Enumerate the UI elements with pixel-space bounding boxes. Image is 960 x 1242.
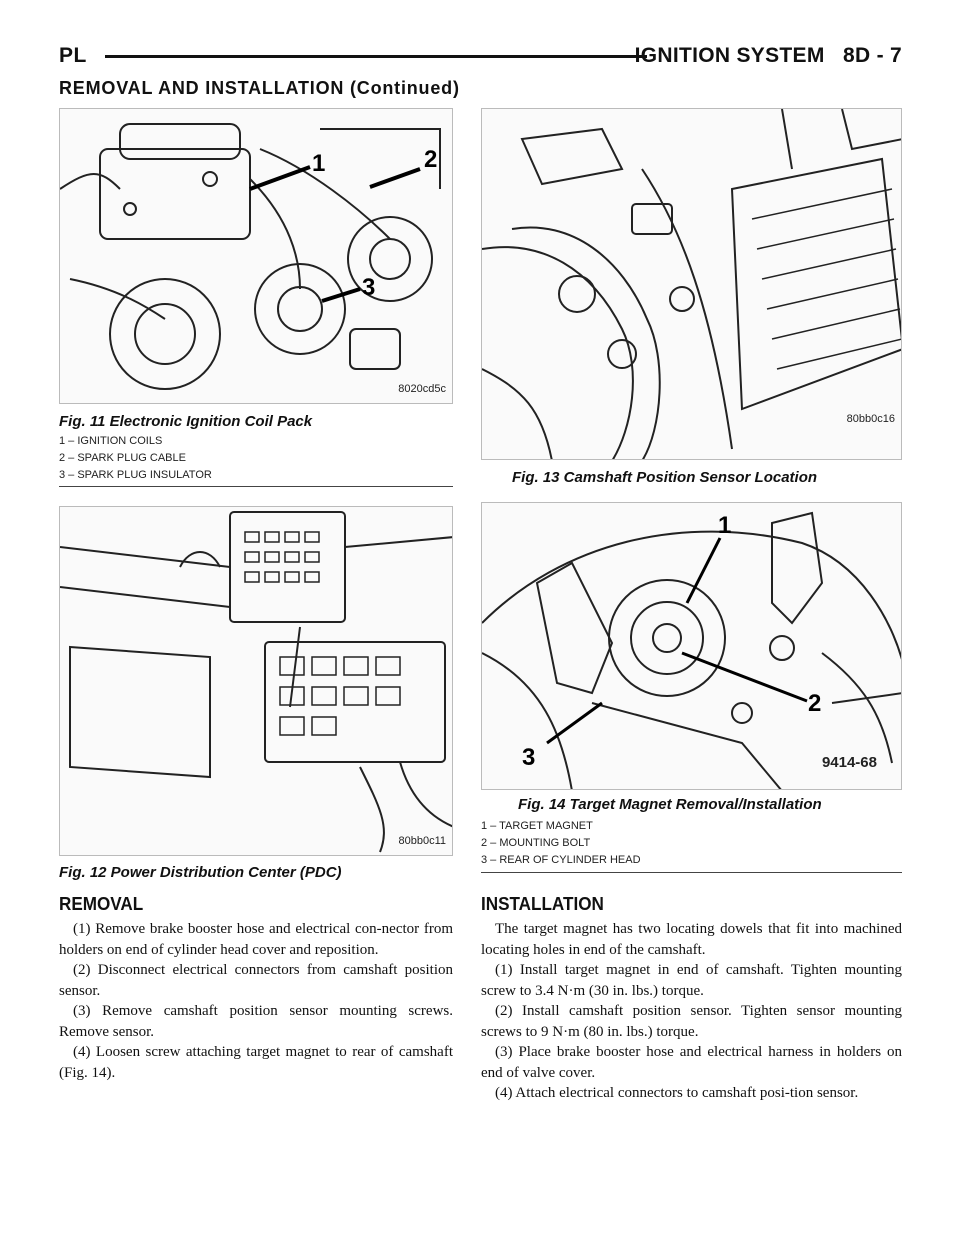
removal-step-2: (2) Disconnect electrical connectors from camshaft position sensor.: [59, 962, 453, 999]
fig14-code: 9414-68: [821, 754, 877, 771]
section-subheader: REMOVAL AND INSTALLATION (Continued): [59, 78, 460, 98]
removal-heading: REMOVAL: [59, 894, 144, 914]
removal-section: [59, 894, 453, 1083]
fig12-illustration: [59, 506, 453, 856]
fig11-callout-2: 2: [424, 146, 438, 173]
page-header: [59, 44, 902, 74]
installation-intro: The target magnet has two locating dowels that fit into machined locating holes in end of the camshaft.: [481, 921, 902, 958]
fig11-legend: [59, 433, 212, 484]
fig11-illustration: [59, 108, 453, 404]
installation-step-2: (2) Install camshaft position sensor. Tighten sensor mounting screws to 9 N·m (80 in. lbs.) torque.: [481, 1003, 902, 1040]
legend-item: 2 – MOUNTING BOLT: [481, 837, 591, 849]
camshaft-sensor-drawing: [482, 109, 902, 460]
pdc-drawing: [60, 507, 453, 856]
fig14-title: Fig. 14 Target Magnet Removal/Installation: [518, 796, 822, 813]
fig12-code: 80bb0c11: [398, 835, 446, 847]
removal-step-1: (1) Remove brake booster hose and electrical con-nector from holders on end of cylinder head cover and reposition.: [59, 921, 453, 958]
fig14-callout-2: 2: [808, 690, 822, 717]
legend-item: 3 – SPARK PLUG INSULATOR: [59, 469, 212, 481]
header-rule: [105, 55, 647, 58]
legend-item: 3 – REAR OF CYLINDER HEAD: [481, 854, 641, 866]
fig12-title: Fig. 12 Power Distribution Center (PDC): [59, 864, 342, 881]
installation-heading: INSTALLATION: [481, 894, 604, 914]
installation-step-3: (3) Place brake booster hose and electrical harness in holders on end of valve cover.: [481, 1044, 902, 1081]
fig13-illustration: [481, 108, 902, 460]
fig14-callout-3: 3: [522, 744, 536, 771]
removal-step-4: (4) Loosen screw attaching target magnet to rear of camshaft (Fig. 14).: [59, 1044, 453, 1081]
header-section-code: PL: [59, 44, 87, 67]
fig14-callout-1: 1: [718, 512, 732, 539]
removal-step-3: (3) Remove camshaft position sensor mounting screws. Remove sensor.: [59, 1003, 453, 1040]
installation-section: [481, 894, 902, 1104]
fig14-rule: [481, 872, 902, 873]
fig11-callout-1: 1: [312, 150, 326, 177]
target-magnet-drawing: [482, 503, 902, 790]
fig11-callout-3: 3: [362, 274, 376, 301]
header-title: IGNITION SYSTEM 8D - 7: [634, 44, 902, 67]
legend-item: 2 – SPARK PLUG CABLE: [59, 452, 186, 464]
fig11-code: 8020cd5c: [398, 383, 446, 395]
fig13-code: 80bb0c16: [846, 413, 895, 425]
legend-item: 1 – IGNITION COILS: [59, 435, 163, 447]
fig14-legend: [481, 818, 641, 869]
fig14-illustration: [481, 502, 902, 790]
fig11-rule: [59, 486, 453, 487]
installation-step-4: (4) Attach electrical connectors to camshaft posi-tion sensor.: [495, 1085, 859, 1101]
ignition-coil-drawing: [60, 109, 453, 404]
fig13-title: Fig. 13 Camshaft Position Sensor Location: [512, 469, 818, 486]
legend-item: 1 – TARGET MAGNET: [481, 820, 593, 832]
installation-step-1: (1) Install target magnet in end of camshaft. Tighten mounting screw to 3.4 N·m (30 in. lbs.) torque.: [481, 962, 902, 999]
fig11-title: Fig. 11 Electronic Ignition Coil Pack: [59, 413, 313, 430]
